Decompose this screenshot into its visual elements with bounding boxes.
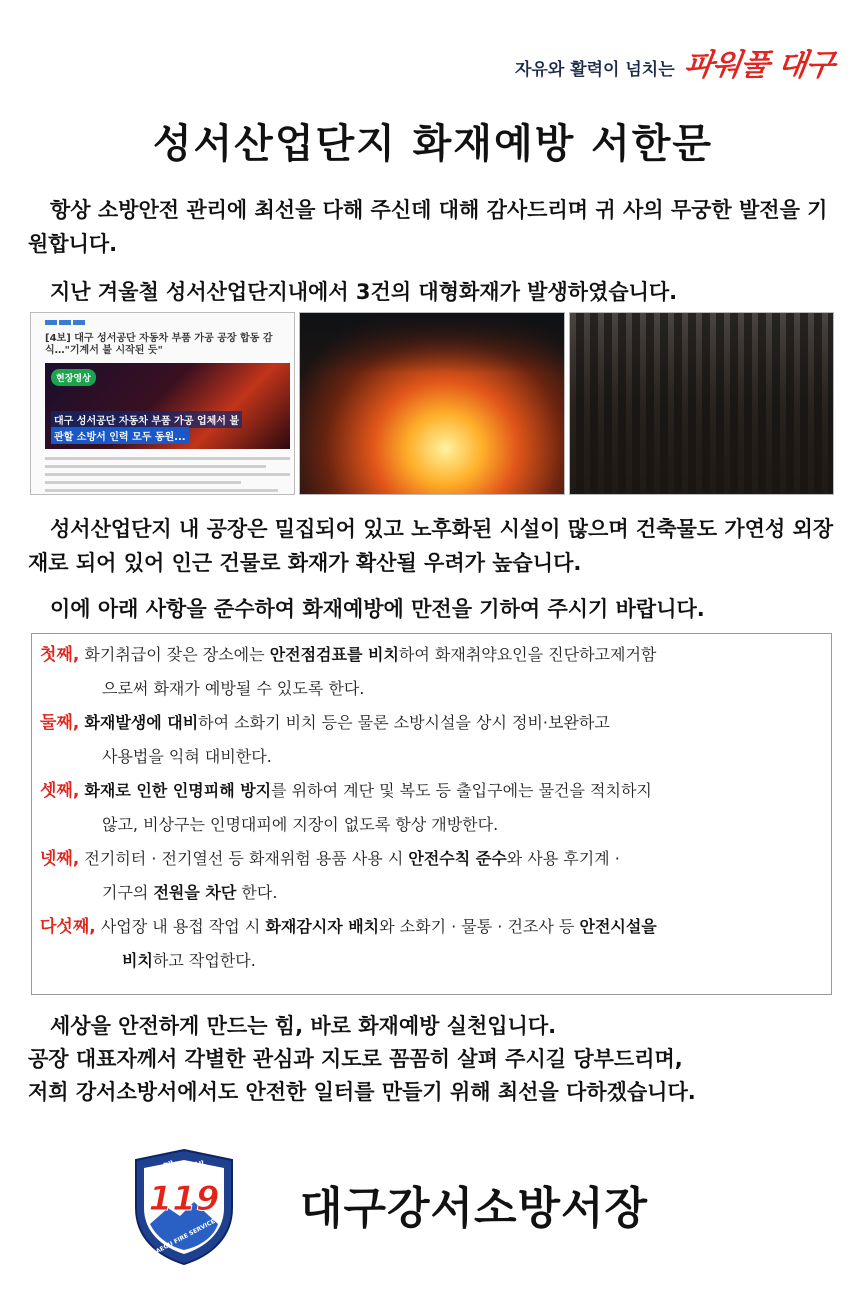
emblem-number: 119 bbox=[148, 1179, 220, 1219]
news-video-thumbnail bbox=[45, 363, 290, 449]
rule-emphasis: 안전점검표를 비치 bbox=[269, 645, 399, 664]
news-headline: [4보] 대구 성서공단 자동차 부품 가공 공장 합동 감식…"기계서 불 시작된 듯" bbox=[45, 333, 273, 356]
daegu-fire-emblem-icon bbox=[128, 1146, 240, 1266]
rule-item-5 bbox=[40, 910, 823, 978]
emblem-ring-text: DAEGU FIRE SERVICES bbox=[150, 1215, 221, 1258]
rule-item-4 bbox=[40, 842, 823, 910]
header-slogan bbox=[515, 40, 834, 84]
rule-continuation: 않고, 비상구는 인명대피에 지장이 없도록 항상 개방한다. bbox=[102, 815, 499, 834]
rule-text: 와 소화기 · 물통 · 건조사 등 bbox=[379, 917, 580, 936]
signature-title: 대구강서소방서장 bbox=[300, 1183, 649, 1234]
slogan-brand-logo: 파워풀 대구 bbox=[681, 48, 836, 83]
rule-ordinal: 첫째, bbox=[40, 645, 80, 665]
rule-ordinal: 셋째, bbox=[40, 781, 80, 801]
rule-ordinal: 둘째, bbox=[40, 713, 80, 733]
rule-ordinal: 다섯째, bbox=[40, 917, 96, 937]
rule-text: 하여 화재취약요인을 진단하고제거함 bbox=[398, 645, 657, 664]
intro-paragraph: 항상 소방안전 관리에 최선을 다해 주신데 대해 감사드리며 귀 사의 무궁한 발전을 기원합니다. bbox=[28, 198, 828, 256]
rule-text: 와 사용 후기계 · bbox=[506, 849, 620, 868]
news-body-text bbox=[45, 457, 290, 495]
rule-text: 를 위하여 계단 및 복도 등 출입구에는 물건을 적치하지 bbox=[271, 781, 652, 800]
request-paragraph: 이에 아래 사항을 준수하여 화재예방에 만전을 기하여 주시기 바랍니다. bbox=[50, 597, 705, 621]
news-article-photo bbox=[30, 312, 295, 495]
incident-paragraph: 지난 겨울철 성서산업단지내에서 3건의 대형화재가 발생하였습니다. bbox=[50, 280, 678, 304]
rule-continuation: 으로써 화재가 예방될 수 있도록 한다. bbox=[102, 679, 365, 698]
rule-item-1 bbox=[40, 638, 823, 706]
emblem-top-text: 대구소방 bbox=[162, 1160, 206, 1173]
incident-photos bbox=[30, 312, 834, 495]
rule-item-2 bbox=[40, 706, 823, 774]
rule-emphasis: 화재로 인한 인명피해 방지 bbox=[84, 781, 272, 800]
slogan-text: 자유와 활력이 넘치는 bbox=[515, 60, 675, 80]
fire-night-photo bbox=[299, 312, 564, 495]
rule-continuation: 기구의 bbox=[102, 883, 154, 902]
rule-ordinal: 넷째, bbox=[40, 849, 80, 869]
news-caption-1: 대구 성서공단 자동차 부품 가공 업체서 불 bbox=[51, 411, 242, 428]
burned-factory-photo bbox=[569, 312, 834, 495]
page-title: 성서산업단지 화재예방 서한문 bbox=[152, 121, 714, 167]
rule-emphasis: 화재발생에 대비 bbox=[84, 713, 199, 732]
news-tag-badge: 현장영상 bbox=[51, 369, 96, 386]
news-caption-2: 관할 소방서 인력 모두 동원... bbox=[51, 427, 189, 444]
rule-continuation: 한다. bbox=[236, 883, 278, 902]
rule-emphasis: 전원을 차단 bbox=[153, 883, 237, 902]
safety-rules-box bbox=[31, 633, 832, 995]
rule-emphasis: 화재감시자 배치 bbox=[265, 917, 380, 936]
rule-text: 전기히터 · 전기열선 등 화재위험 용품 사용 시 bbox=[84, 849, 409, 868]
rule-continuation: 하고 작업한다. bbox=[152, 951, 256, 970]
rule-text: 사업장 내 용접 작업 시 bbox=[100, 917, 266, 936]
rule-item-3 bbox=[40, 774, 823, 842]
rule-text: 하여 소화기 비치 등은 물론 소방시설을 상시 정비·보완하고 bbox=[198, 713, 610, 732]
rule-text: 화기취급이 잦은 장소에는 bbox=[84, 645, 270, 664]
closing-line-3: 저희 강서소방서에서도 안전한 일터를 만들기 위해 최선을 다하겠습니다. bbox=[28, 1080, 696, 1104]
rule-emphasis: 안전수칙 준수 bbox=[408, 849, 507, 868]
closing-line-1: 세상을 안전하게 만드는 힘, 바로 화재예방 실천입니다. bbox=[50, 1014, 557, 1038]
rule-emphasis: 비치 bbox=[122, 951, 153, 970]
risk-paragraph: 성서산업단지 내 공장은 밀집되어 있고 노후화된 시설이 많으며 건축물도 가연성 외장재로 되어 있어 인근 건물로 화재가 확산될 우려가 높습니다. bbox=[28, 517, 834, 575]
rule-emphasis: 안전시설을 bbox=[579, 917, 657, 936]
rule-continuation: 사용법을 익혀 대비한다. bbox=[102, 747, 272, 766]
closing-line-2: 공장 대표자께서 각별한 관심과 지도로 꼼꼼히 살펴 주시길 당부드리며, bbox=[28, 1047, 683, 1071]
